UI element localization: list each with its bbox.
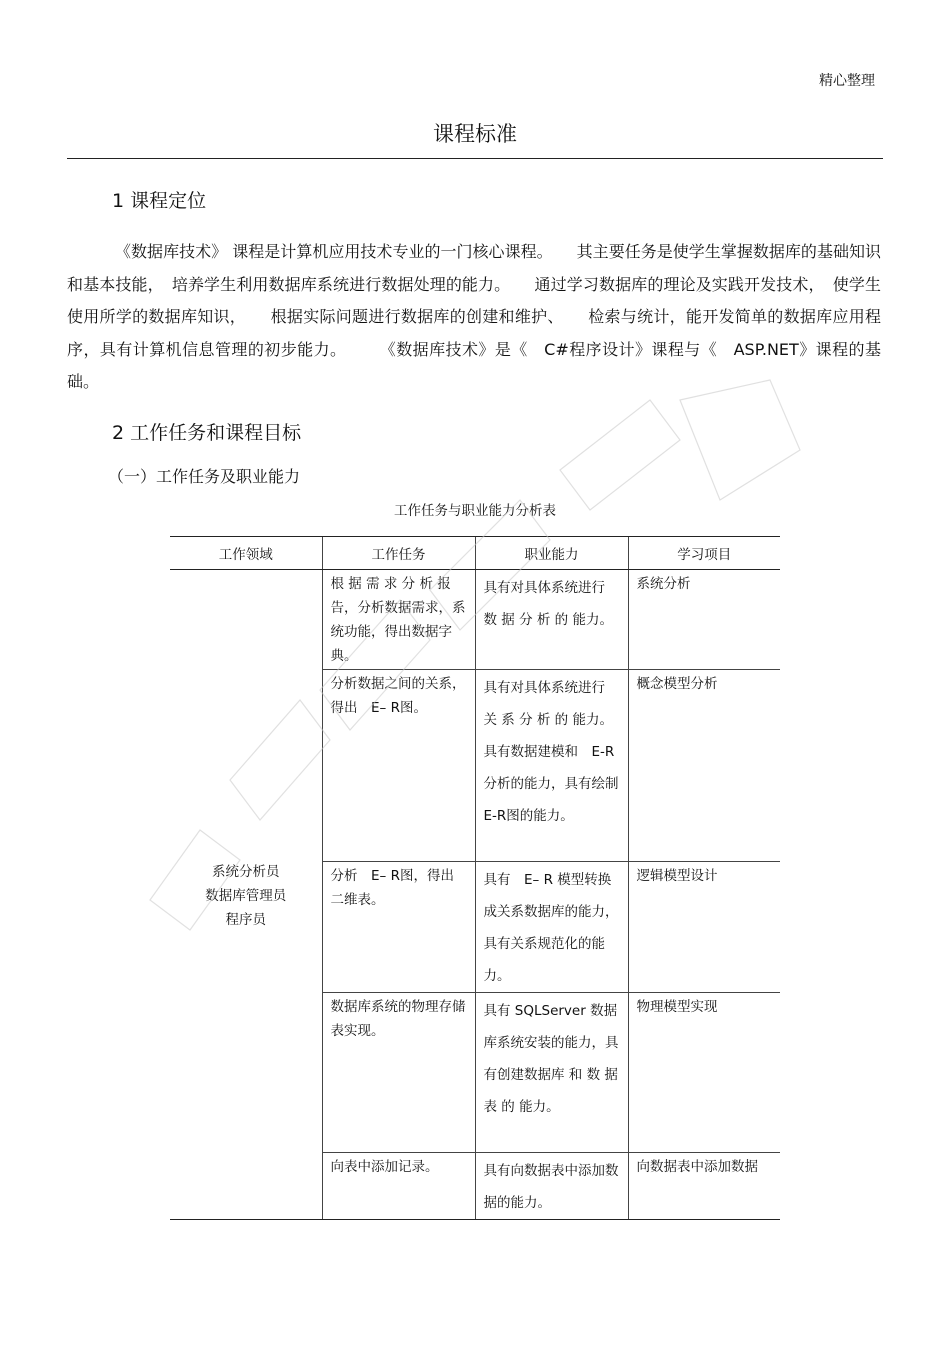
header-note: 精心整理 <box>819 73 875 89</box>
domain-role: 程序员 <box>225 911 266 928</box>
task-cell: 分析 E– R图，得出二维表。 <box>322 862 475 993</box>
header-project: 学习项目 <box>628 537 780 570</box>
ability-analysis-table <box>170 536 780 1220</box>
domain-role: 系统分析员 <box>212 863 280 880</box>
section-1-paragraph <box>67 236 881 399</box>
table-caption: 工作任务与职业能力分析表 <box>394 503 556 519</box>
header-ability: 职业能力 <box>475 537 628 570</box>
ability-cell: 具有对具体系统进行 数 据 分 析 的 能力。 <box>475 570 628 670</box>
project-cell: 概念模型分析 <box>628 670 780 862</box>
title-divider <box>67 158 883 159</box>
project-cell: 物理模型实现 <box>628 993 780 1153</box>
domain-role: 数据库管理员 <box>205 887 287 904</box>
work-domain-cell <box>170 570 322 1220</box>
header-domain: 工作领域 <box>170 537 322 570</box>
section-2-heading: 2 工作任务和课程目标 <box>112 422 302 444</box>
task-cell: 向表中添加记录。 <box>322 1153 475 1220</box>
section-2-subheading: （一）工作任务及职业能力 <box>108 467 301 486</box>
ability-cell: 具有对具体系统进行 关 系 分 析 的 能力。具有数据建模和 E-R 分析的能力，具有绘制 E-R图的能力。 <box>475 670 628 862</box>
task-cell: 根 据 需 求 分 析 报告，分析数据需求，系统功能，得出数据字典。 <box>322 570 475 670</box>
ability-cell: 具有 SQLServer 数据库系统安装的能力，具有创建数据库 和 数 据 表 的 能力。 <box>475 993 628 1153</box>
project-cell: 系统分析 <box>628 570 780 670</box>
task-cell: 分析数据之间的关系，得出 E– R图。 <box>322 670 475 862</box>
ability-cell: 具有 E– R 模型转换成关系数据库的能力，具有关系规范化的能力。 <box>475 862 628 993</box>
task-cell: 数据库系统的物理存储表实现。 <box>322 993 475 1153</box>
table-row <box>170 570 780 670</box>
section-1-paragraph-text: 《数据库技术》 课程是计算机应用技术专业的一门核心课程。 其主要任务是使学生掌握数据库的基础知识和基本技能， 培养学生利用数据库系统进行数据处理的能力。 通过学习数据库的理论及实践开发技术， 使学生使用所学的数据库知识， 根据实际问题进行数据库的创建和维护、 检索与统计，能开发简单的数据库应用程序，具有计算机信息管理的初步能力。 《数据库技术》是《 C#程序设计》课程与《 ASP.NET》课程的基础。 <box>67 242 881 391</box>
document-title: 课程标准 <box>433 122 517 146</box>
project-cell: 逻辑模型设计 <box>628 862 780 993</box>
header-task: 工作任务 <box>322 537 475 570</box>
ability-cell: 具有向数据表中添加数据的能力。 <box>475 1153 628 1220</box>
section-1-heading: 1 课程定位 <box>112 190 207 212</box>
project-cell: 向数据表中添加数据 <box>628 1153 780 1220</box>
table-header-row <box>170 537 780 570</box>
